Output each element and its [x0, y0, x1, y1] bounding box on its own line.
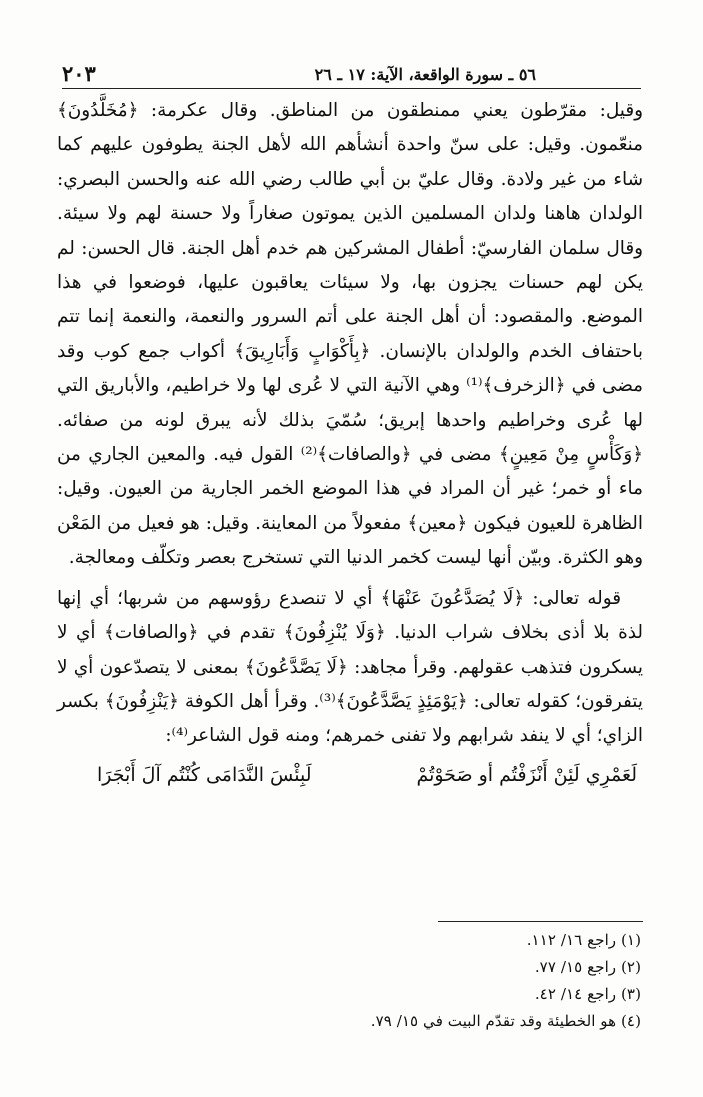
footnote-divider — [438, 921, 643, 922]
footnotes — [120, 927, 641, 1035]
paragraph-2: قوله تعالى: ﴿لَا يُصَدَّعُونَ عَنْهَا﴾ أي لا تنصدع رؤوسهم من شربها؛ أي إنها لذة بلا أذى بخلاف شراب الدنيا. ﴿وَلَا يُنْزِفُونَ﴾ تقدم في ﴿والصافات﴾ أي لا يسكرون فتذهب عقولهم. وقرأ مجاهد: ﴿لَا يَصَّدَّعُونَ﴾ بمعنى لا يتصدّعون أي لا يتفرقون؛ كقوله تعالى: ﴿يَوْمَئِذٍ يَصَّدَّعُونَ﴾⁽³⁾. وقرأ أهل الكوفة ﴿يَنْزِفُونَ﴾ بكسر الزاي؛ أي لا ينفد شرابهم ولا تفنى خمرهم؛ ومنه قول الشاعر⁽⁴⁾: — [57, 587, 643, 747]
verse-first-hemistich: لَعَمْرِي لَئِنْ أَنْزَفْتُم أو صَحَوْتُمْ — [416, 763, 637, 786]
footnote-2: (٢) راجع ١٥/ ٧٧. — [534, 958, 641, 976]
main-text — [57, 94, 643, 792]
running-header — [62, 58, 641, 89]
footnote-4: (٤) هو الخطيئة وقد تقدّم البيت في ١٥/ ٧٩. — [370, 1012, 641, 1030]
running-title: ٥٦ ـ سورة الواقعة، الآية: ١٧ ـ ٢٦ — [314, 65, 536, 84]
paragraph-1: وقيل: مقرّطون يعني ممنطقون من المناطق. وقال عكرمة: ﴿مُخَلَّدُونَ﴾ منعّمون. وقيل: على سنّ واحدة أنشأهم الله لأهل الجنة يطوفون عليهم كما شاء من غير ولادة. وقال عليّ بن أبي طالب رضي الله عنه والحسن البصري: الولدان هاهنا ولدان المسلمين الذين يموتون صغاراً ولا حسنة لهم ولا سيئة. وقال سلمان الفارسيّ: أطفال المشركين هم خدم أهل الجنة. قال الحسن: لم يكن لهم حسنات يجزون بها، ولا سيئات يعاقبون عليها، فوضعوا في هذا الموضع. والمقصود: أن أهل الجنة على أتم السرور والنعمة، والنعمة إنما تتم باحتفاف الخدم والولدان بالإنسان. ﴿بِأَكْوَابٍ وَأَبَارِيقَ﴾ أكواب جمع كوب وقد مضى في ﴿الزخرف﴾⁽¹⁾ وهي الآنية التي لا عُرى لها ولا خراطيم، والأباريق التي لها عُرى وخراطيم واحدها إبريق؛ سُمّيَ بذلك لأنه يبرق لونه من صفائه. ﴿وَكَأْسٍ مِنْ مَعِينٍ﴾ مضى في ﴿والصافات﴾⁽²⁾ القول فيه. والمعين الجاري من ماء أو خمر؛ غير أن المراد في هذا الموضع الخمر الجارية من العيون. وقيل: الظاهرة للعيون فيكون ﴿معين﴾ مفعولاً من المعاينة. وقيل: هو فعيل من المَعْن وهو الكثرة. وبيّن أنها ليست كخمر الدنيا التي تستخرج بعصر وتكلّف ومعالجة. — [57, 100, 643, 569]
footnote-1: (١) راجع ١٦/ ١١٢. — [526, 931, 641, 949]
poetry-verse — [57, 758, 643, 792]
verse-second-hemistich: لَبِئْسَ النَّدَامَى كُنْتُم آلَ أَبْجَرَا — [97, 763, 312, 786]
footnote-3: (٣) راجع ١٤/ ٤٢. — [534, 985, 641, 1003]
page-number: ٢٠٣ — [62, 61, 96, 86]
